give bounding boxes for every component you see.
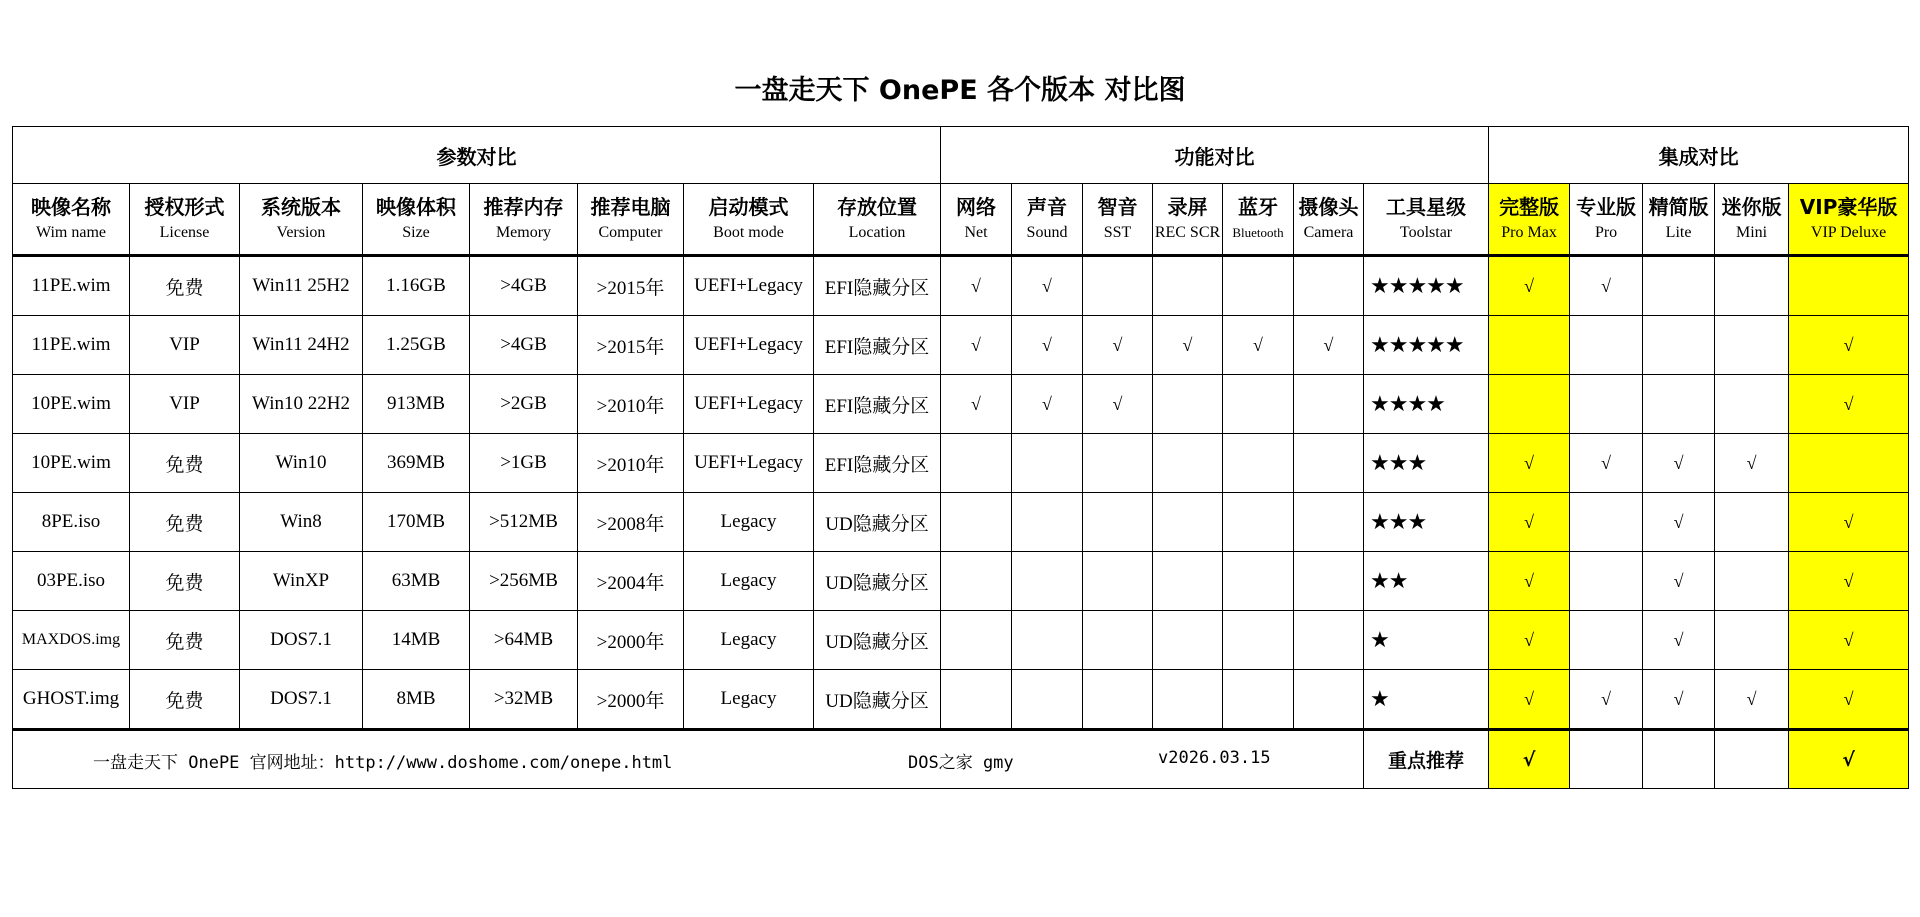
column-header	[1153, 184, 1223, 256]
table-cell: Win10 22H2	[240, 375, 363, 434]
table-cell: >512MB	[470, 493, 578, 552]
table-cell: 免费	[130, 256, 240, 316]
check-cell	[1294, 611, 1364, 670]
check-cell	[1643, 316, 1715, 375]
check-cell	[1223, 493, 1294, 552]
column-header-zh: 完整版	[1499, 195, 1560, 219]
column-header	[1294, 184, 1364, 256]
table-row	[13, 670, 1909, 730]
check-cell: √	[1083, 375, 1153, 434]
check-cell	[1294, 552, 1364, 611]
check-cell	[941, 434, 1012, 493]
table-cell: 369MB	[363, 434, 470, 493]
column-header	[1223, 184, 1294, 256]
column-header	[1364, 184, 1489, 256]
check-cell	[1715, 552, 1789, 611]
column-header	[1083, 184, 1153, 256]
check-cell	[1789, 434, 1909, 493]
check-cell: √	[1489, 434, 1570, 493]
page-title: 一盘走天下 OnePE 各个版本 对比图	[734, 75, 1186, 106]
table-cell: >256MB	[470, 552, 578, 611]
toolstar-cell: ★★★★★	[1364, 316, 1489, 375]
footer-mini-check	[1715, 730, 1789, 789]
check-cell: √	[1789, 670, 1909, 730]
toolstar-cell: ★★★	[1364, 434, 1489, 493]
check-cell: √	[1012, 375, 1083, 434]
footer-version: v2026.03.15	[1158, 748, 1271, 768]
check-cell	[1223, 375, 1294, 434]
footer-author: DOS之家 gmy	[908, 753, 1014, 773]
check-cell	[1223, 552, 1294, 611]
check-cell	[1643, 256, 1715, 316]
check-cell: √	[1715, 670, 1789, 730]
check-cell	[1012, 670, 1083, 730]
footer-promax-check: √	[1489, 730, 1570, 789]
table-cell: 免费	[130, 611, 240, 670]
group-header-row	[13, 127, 1909, 184]
check-cell: √	[1489, 493, 1570, 552]
column-header	[1789, 184, 1909, 256]
toolstar-cell: ★★	[1364, 552, 1489, 611]
column-header-en: Version	[276, 224, 326, 241]
check-cell	[1715, 375, 1789, 434]
column-header-en: SST	[1103, 224, 1132, 241]
check-cell	[1570, 552, 1643, 611]
table-row	[13, 434, 1909, 493]
table-row	[13, 493, 1909, 552]
check-cell	[1083, 256, 1153, 316]
check-cell: √	[1789, 375, 1909, 434]
table-cell: >2015年	[578, 316, 684, 375]
check-cell	[1489, 316, 1570, 375]
table-cell: >2008年	[578, 493, 684, 552]
column-header-zh: 网络	[956, 195, 996, 219]
comparison-table	[12, 126, 1909, 789]
column-header	[13, 184, 130, 256]
table-cell: 1.25GB	[363, 316, 470, 375]
column-header-zh: 授权形式	[144, 195, 225, 219]
column-header-zh: 声音	[1027, 195, 1067, 219]
check-cell	[1223, 256, 1294, 316]
table-cell: 免费	[130, 434, 240, 493]
table-row	[13, 256, 1909, 316]
check-cell	[1012, 434, 1083, 493]
table-cell: Legacy	[684, 670, 814, 730]
check-cell	[941, 670, 1012, 730]
check-cell	[1153, 552, 1223, 611]
check-cell: √	[1489, 552, 1570, 611]
table-cell: UEFI+Legacy	[684, 256, 814, 316]
check-cell	[1643, 375, 1715, 434]
column-header-zh: 存放位置	[837, 195, 917, 219]
check-cell: √	[1294, 316, 1364, 375]
table-cell: VIP	[130, 375, 240, 434]
table-cell: Legacy	[684, 611, 814, 670]
check-cell	[1012, 611, 1083, 670]
column-header-row	[13, 184, 1909, 256]
check-cell: √	[1570, 256, 1643, 316]
table-cell: 14MB	[363, 611, 470, 670]
column-header-zh: 录屏	[1167, 195, 1208, 219]
check-cell: √	[1789, 611, 1909, 670]
check-cell: √	[1789, 493, 1909, 552]
column-header-en: Sound	[1026, 224, 1068, 241]
column-header-en: Net	[964, 224, 988, 241]
check-cell	[1570, 493, 1643, 552]
column-header	[363, 184, 470, 256]
column-header-en: Boot mode	[713, 224, 784, 241]
column-header-zh: 工具星级	[1386, 195, 1467, 219]
check-cell	[1083, 670, 1153, 730]
column-header-en: Size	[402, 224, 430, 241]
footer-recommend: 重点推荐	[1364, 730, 1489, 789]
table-cell: >1GB	[470, 434, 578, 493]
table-cell: 170MB	[363, 493, 470, 552]
column-header	[240, 184, 363, 256]
check-cell	[1715, 316, 1789, 375]
column-header-zh: VIP豪华版	[1799, 195, 1898, 219]
check-cell	[1294, 375, 1364, 434]
table-cell: UD隐藏分区	[814, 670, 941, 730]
column-header-zh: 系统版本	[261, 195, 341, 219]
table-cell: >2GB	[470, 375, 578, 434]
check-cell: √	[1570, 434, 1643, 493]
column-header	[578, 184, 684, 256]
column-header-en: Memory	[495, 224, 552, 241]
check-cell: √	[1715, 434, 1789, 493]
check-cell	[1489, 375, 1570, 434]
column-header-en: VIP Deluxe	[1810, 224, 1887, 241]
table-cell: 免费	[130, 493, 240, 552]
check-cell	[1715, 493, 1789, 552]
table-cell: EFI隐藏分区	[814, 316, 941, 375]
table-cell: >2010年	[578, 434, 684, 493]
table-cell: >32MB	[470, 670, 578, 730]
table-cell: 10PE.wim	[13, 434, 130, 493]
check-cell: √	[1643, 552, 1715, 611]
check-cell	[941, 552, 1012, 611]
table-cell: GHOST.img	[13, 670, 130, 730]
check-cell	[1083, 611, 1153, 670]
table-cell: VIP	[130, 316, 240, 375]
table-cell: UD隐藏分区	[814, 552, 941, 611]
footer-site-link[interactable]: 一盘走天下 OnePE 官网地址：http://www.doshome.com/onepe.html	[93, 753, 673, 773]
check-cell	[1153, 670, 1223, 730]
column-header-en: Wim name	[36, 224, 106, 241]
check-cell	[1083, 552, 1153, 611]
column-header-en: Computer	[598, 224, 663, 241]
column-header-en: Toolstar	[1399, 224, 1453, 241]
toolstar-cell: ★★★	[1364, 493, 1489, 552]
column-header-en: Pro	[1594, 224, 1618, 241]
column-header-zh: 蓝牙	[1238, 195, 1278, 219]
table-cell: >4GB	[470, 256, 578, 316]
check-cell: √	[1643, 493, 1715, 552]
table-cell: >2010年	[578, 375, 684, 434]
column-header-zh: 推荐内存	[483, 195, 564, 219]
table-cell: DOS7.1	[240, 670, 363, 730]
table-cell: 63MB	[363, 552, 470, 611]
check-cell	[1715, 611, 1789, 670]
check-cell	[1153, 256, 1223, 316]
footer-pro-check	[1570, 730, 1643, 789]
table-row	[13, 375, 1909, 434]
check-cell: √	[941, 256, 1012, 316]
check-cell	[1012, 493, 1083, 552]
check-cell	[1715, 256, 1789, 316]
check-cell	[1083, 434, 1153, 493]
column-header	[941, 184, 1012, 256]
column-header-zh: 推荐电脑	[590, 195, 671, 219]
footer-info	[13, 730, 1364, 789]
column-header-en: REC SCR	[1154, 224, 1221, 241]
column-header-en: Location	[848, 224, 906, 241]
column-header-en: Mini	[1736, 224, 1768, 241]
check-cell	[1294, 493, 1364, 552]
check-cell	[1083, 493, 1153, 552]
table-cell: Win11 24H2	[240, 316, 363, 375]
check-cell	[1012, 552, 1083, 611]
check-cell: √	[1643, 670, 1715, 730]
check-cell: √	[1223, 316, 1294, 375]
table-cell: 11PE.wim	[13, 256, 130, 316]
table-cell: Win8	[240, 493, 363, 552]
check-cell: √	[1789, 316, 1909, 375]
check-cell: √	[1489, 611, 1570, 670]
check-cell: √	[1083, 316, 1153, 375]
check-cell: √	[1789, 552, 1909, 611]
table-cell: >2015年	[578, 256, 684, 316]
table-cell: Legacy	[684, 552, 814, 611]
column-header-en: License	[159, 224, 210, 241]
group-integration: 集成对比	[1489, 127, 1909, 184]
check-cell: √	[941, 375, 1012, 434]
column-header	[470, 184, 578, 256]
table-cell: 913MB	[363, 375, 470, 434]
check-cell: √	[1643, 611, 1715, 670]
check-cell: √	[1012, 256, 1083, 316]
table-cell: 8PE.iso	[13, 493, 130, 552]
table-cell: EFI隐藏分区	[814, 375, 941, 434]
column-header	[1643, 184, 1715, 256]
group-features: 功能对比	[941, 127, 1489, 184]
table-row	[13, 552, 1909, 611]
column-header	[130, 184, 240, 256]
table-cell: UD隐藏分区	[814, 493, 941, 552]
column-header-zh: 映像名称	[31, 195, 111, 219]
table-cell: 11PE.wim	[13, 316, 130, 375]
column-header-en: Camera	[1303, 224, 1354, 241]
table-cell: MAXDOS.img	[13, 611, 130, 670]
check-cell	[941, 493, 1012, 552]
check-cell	[1294, 256, 1364, 316]
check-cell	[1294, 670, 1364, 730]
check-cell	[1153, 375, 1223, 434]
check-cell: √	[1489, 670, 1570, 730]
check-cell	[1570, 375, 1643, 434]
column-header	[1012, 184, 1083, 256]
check-cell	[1153, 493, 1223, 552]
footer-lite-check	[1643, 730, 1715, 789]
check-cell	[1294, 434, 1364, 493]
table-cell: UEFI+Legacy	[684, 316, 814, 375]
toolstar-cell: ★	[1364, 670, 1489, 730]
column-header-zh: 启动模式	[708, 195, 789, 219]
table-cell: UEFI+Legacy	[684, 434, 814, 493]
check-cell	[1570, 316, 1643, 375]
table-cell: UD隐藏分区	[814, 611, 941, 670]
table-cell: EFI隐藏分区	[814, 434, 941, 493]
check-cell: √	[1643, 434, 1715, 493]
column-header-en: Bluetooth	[1232, 225, 1284, 240]
table-cell: Legacy	[684, 493, 814, 552]
table-row	[13, 611, 1909, 670]
column-header-zh: 专业版	[1576, 195, 1637, 219]
table-cell: >2000年	[578, 670, 684, 730]
check-cell	[1570, 611, 1643, 670]
footer-row	[13, 730, 1909, 789]
table-cell: Win10	[240, 434, 363, 493]
column-header	[814, 184, 941, 256]
check-cell	[941, 611, 1012, 670]
column-header-en: Pro Max	[1501, 224, 1557, 241]
toolstar-cell: ★	[1364, 611, 1489, 670]
toolstar-cell: ★★★★★	[1364, 256, 1489, 316]
column-header-zh: 智音	[1097, 195, 1138, 219]
check-cell: √	[1489, 256, 1570, 316]
column-header-zh: 精简版	[1648, 195, 1709, 219]
column-header-en: Lite	[1665, 224, 1692, 241]
footer-vip-check: √	[1789, 730, 1909, 789]
table-cell: EFI隐藏分区	[814, 256, 941, 316]
check-cell	[1153, 611, 1223, 670]
check-cell: √	[941, 316, 1012, 375]
table-cell: UEFI+Legacy	[684, 375, 814, 434]
table-cell: WinXP	[240, 552, 363, 611]
column-header	[1715, 184, 1789, 256]
group-params: 参数对比	[13, 127, 941, 184]
check-cell	[1223, 434, 1294, 493]
toolstar-cell: ★★★★	[1364, 375, 1489, 434]
table-cell: 免费	[130, 552, 240, 611]
table-row	[13, 316, 1909, 375]
table-cell: >64MB	[470, 611, 578, 670]
table-cell: >4GB	[470, 316, 578, 375]
table-cell: >2004年	[578, 552, 684, 611]
column-header	[684, 184, 814, 256]
table-cell: >2000年	[578, 611, 684, 670]
column-header	[1489, 184, 1570, 256]
table-cell: 10PE.wim	[13, 375, 130, 434]
table-cell: 8MB	[363, 670, 470, 730]
check-cell	[1223, 611, 1294, 670]
check-cell	[1789, 256, 1909, 316]
table-cell: 1.16GB	[363, 256, 470, 316]
table-cell: DOS7.1	[240, 611, 363, 670]
table-cell: 免费	[130, 670, 240, 730]
column-header-zh: 迷你版	[1721, 195, 1782, 219]
column-header-zh: 映像体积	[376, 195, 456, 219]
check-cell	[1223, 670, 1294, 730]
check-cell: √	[1570, 670, 1643, 730]
check-cell: √	[1012, 316, 1083, 375]
table-cell: Win11 25H2	[240, 256, 363, 316]
check-cell	[1153, 434, 1223, 493]
column-header-zh: 摄像头	[1298, 195, 1359, 219]
table-cell: 03PE.iso	[13, 552, 130, 611]
check-cell: √	[1153, 316, 1223, 375]
column-header	[1570, 184, 1643, 256]
